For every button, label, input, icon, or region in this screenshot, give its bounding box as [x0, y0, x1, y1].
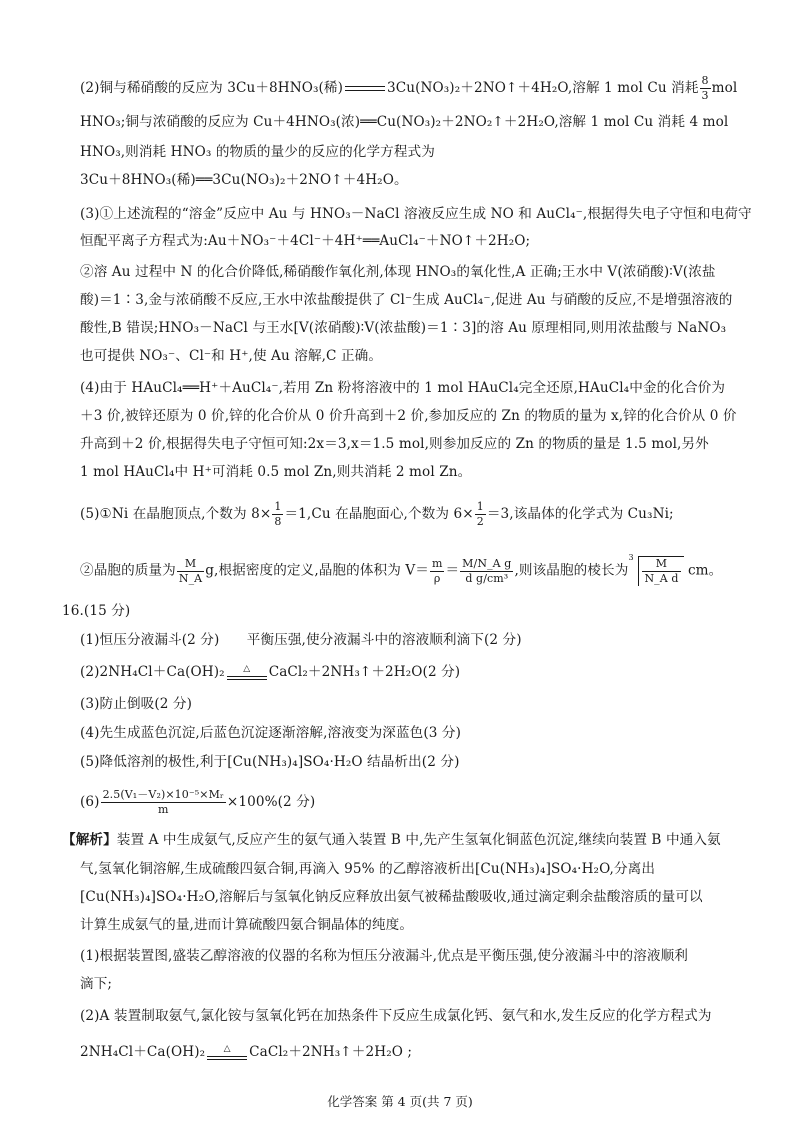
text-line-formula: ②晶胞的质量为 $\frac{M}{N\_A}$ g,根据密度的定义,晶胞的体积为 V＝ $\frac{m}{\rho}$ ＝ $\frac{\text{M/N\_A g}}{\text{d g/cm³}}$ ,则该晶胞的棱长为 3 $\frac{M}{\text{N\_A d}}$ cm。 [80, 553, 723, 585]
fraction: $\frac{m}{\rho}$ [431, 556, 443, 585]
analysis-line: 2NH₄Cl＋Ca(OH)₂ △ CaCl₂＋2NH₃↑＋2H₂O ; [80, 1043, 413, 1060]
text-line: 恒配平离子方程式为:Au＋NO₃⁻＋4Cl⁻＋4H⁺══AuCl₄⁻＋NO↑＋2H₂O; [80, 233, 531, 249]
text-line: HNO₃;铜与浓硝酸的反应为 Cu＋4HNO₃(浓)══Cu(NO₃)₂＋2NO₂↑＋2H₂O,溶解 1 mol Cu 消耗 4 mol [80, 114, 729, 130]
analysis-line: 【解析】装置 A 中生成氨气,反应产生的氨气通入装置 B 中,先产生氢氧化铜蓝色沉淀,继续向装置 B 中通入氨 [62, 832, 721, 848]
answer-line: (3)防止倒吸(2 分) [80, 696, 193, 712]
answer-line: (4)先生成蓝色沉淀,后蓝色沉淀逐渐溶解,溶液变为深蓝色(3 分) [80, 725, 462, 741]
text-line-fraction: (5)①Ni 在晶胞顶点,个数为 8× $\frac{1}{8}$ ＝1,Cu 在晶胞面心,个数为 6× $\frac{1}{2}$ ＝3,该晶体的化学式为 Cu₃Ni; [80, 500, 674, 528]
text-line: HNO₃,则消耗 HNO₃ 的物质的量少的反应的化学方程式为 [80, 144, 435, 160]
text-line: 升高到＋2 价,根据得失电子守恒可知:2x＝3,x＝1.5 mol,则参加反应的 Zn 的物质的量是 1.5 mol,另外 [80, 436, 709, 452]
page-footer: 化学答案 第 4 页(共 7 页) [327, 1094, 473, 1109]
heat-condition: △ [227, 665, 267, 681]
question-title: 16.(15 分) [62, 603, 131, 619]
fraction: $\frac{\text{M/N\_A g}}{\text{d g/cm³}}$ [462, 556, 512, 585]
text-line: (2)铜与稀硝酸的反应为 3Cu＋8HNO₃(稀) 3Cu(NO₃)₂＋2NO↑＋4H₂O,溶解 1 mol Cu 消耗 $\frac{8}{3}$ mol [80, 74, 738, 102]
analysis-line: 滴下; [80, 976, 113, 992]
answer-line: (5)降低溶剂的极性,利于[Cu(NH₃)₄]SO₄·H₂O 结晶析出(2 分) [80, 754, 460, 770]
analysis-line: 计算生成氨气的量,进而计算硫酸四氨合铜晶体的纯度。 [80, 917, 414, 933]
text-line: (3)①上述流程的“溶金”反应中 Au 与 HNO₃－NaCl 溶液反应生成 NO 和 AuCl₄⁻,根据得失电子守恒和电荷守 [80, 206, 752, 222]
heat-condition: △ [207, 1045, 247, 1061]
fraction: $\frac{8}{3}$ [701, 74, 709, 102]
analysis-line: (2)A 装置制取氨气,氯化铵与氢氧化钙在加热条件下反应生成氯化钙、氨气和水,发生反应的化学方程式为 [80, 1008, 712, 1024]
answer-line: (2)2NH₄Cl＋Ca(OH)₂ △ CaCl₂＋2NH₃↑＋2H₂O(2 分) [80, 663, 461, 680]
answer-line: (1)恒压分液漏斗(2 分) 平衡压强,使分液漏斗中的溶液顺利滴下(2 分) [80, 632, 522, 648]
text-line: 3Cu＋8HNO₃(稀)══3Cu(NO₃)₂＋2NO↑＋4H₂O。 [80, 172, 408, 188]
fraction: $\frac{1}{2}$ [476, 500, 484, 528]
fraction: $\frac{1}{8}$ [274, 500, 282, 528]
text-line: 也可提供 NO₃⁻、Cl⁻和 H⁺,使 Au 溶解,C 正确。 [80, 348, 383, 364]
fraction: $\frac{M}{N\_A}$ [178, 556, 203, 585]
answer-line-formula: (6) $\frac{\text{2.5(V₁－V₂)×10⁻⁵×Mᵣ}}{m}$ ×100%(2 分) [80, 788, 316, 816]
text-line: ＋3 价,被锌还原为 0 价,锌的化合价从 0 价升高到＋2 价,参加反应的 Zn 的物质的量为 x,锌的化合价从 0 价 [80, 408, 737, 424]
text-line: ②溶 Au 过程中 N 的化合价降低,稀硝酸作氧化剂,体现 HNO₃的氧化性,A 正确;王水中 V(浓硝酸)∶V(浓盐 [80, 264, 716, 280]
analysis-line: (1)根据装置图,盛装乙醇溶液的仪器的名称为恒压分液漏斗,优点是平衡压强,使分液漏斗中的溶液顺利 [80, 948, 688, 964]
fraction: $\frac{\text{2.5(V₁－V₂)×10⁻⁵×Mᵣ}}{m}$ [102, 788, 224, 816]
text-line: 1 mol HAuCl₄中 H⁺可消耗 0.5 mol Zn,则共消耗 2 mol Zn。 [80, 464, 472, 480]
text-line: 酸)＝1∶3,金与浓硝酸不反应,王水中浓盐酸提供了 Cl⁻生成 AuCl₄⁻,促进 Au 与硝酸的反应,不是增强溶液的 [80, 292, 733, 308]
analysis-line: 气,氢氧化铜溶解,生成硫酸四氨合铜,再滴入 95% 的乙醇溶液析出[Cu(NH₃)₄]SO₄·H₂O,分离出 [80, 861, 656, 877]
text-line: (4)由于 HAuCl₄══H⁺＋AuCl₄⁻,若用 Zn 粉将溶液中的 1 mol HAuCl₄完全还原,HAuCl₄中金的化合价为 [80, 380, 726, 396]
fraction: $\frac{M}{\text{N\_A d}}$ [644, 557, 679, 585]
text-line: 酸性,B 错误;HNO₃－NaCl 与王水[V(浓硝酸)∶V(浓盐酸)＝1∶3]的溶 Au 原理相同,则用浓盐酸与 NaNO₃ [80, 320, 727, 336]
equals-sign [345, 85, 385, 93]
analysis-line: [Cu(NH₃)₄]SO₄·H₂O,溶解后与氢氧化钠反应释放出氨气被稀盐酸吸收,通过滴定剩余盐酸溶质的量可以 [80, 889, 703, 905]
cube-root: 3 $\frac{M}{\text{N\_A d}}$ [628, 556, 683, 586]
